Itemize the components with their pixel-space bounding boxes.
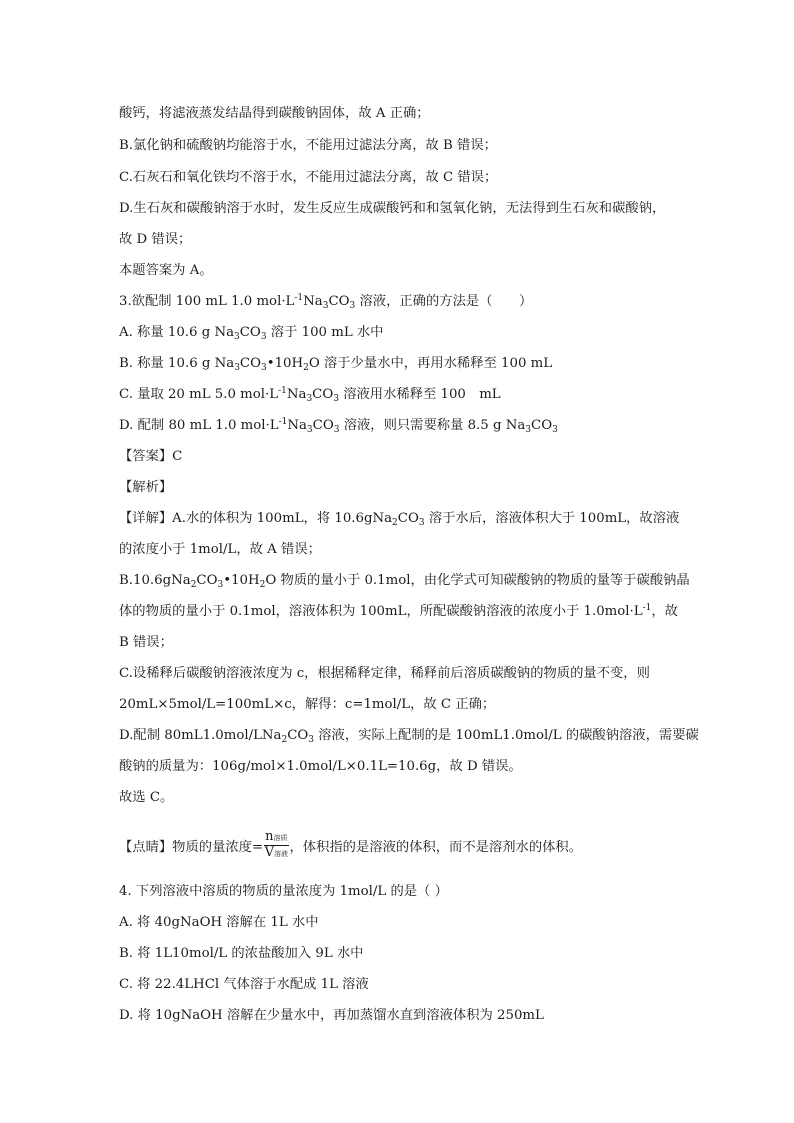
q3-choose: 故选 C。 xyxy=(119,790,174,805)
q2-line-c: C.石灰石和氧化铁均不溶于水，不能用过滤法分离，故 C 错误； xyxy=(119,170,498,185)
q3-detail-c-line1: C.设稀释后碳酸钠溶液浓度为 c，根据稀释定律，稀释前后溶质碳酸钠的物质的量不变，则 xyxy=(119,666,650,681)
q4-option-c: C. 将 22.4LHCl 气体溶于水配成 1L 溶液 xyxy=(119,977,369,992)
q3-option-d: D. 配制 80 mL 1.0 $mol\cdot L^{-1}Na_3CO_3$ 溶液，则只需要称量 8.5 g $Na_3CO_3$ xyxy=(119,417,558,435)
q3-option-a: A. 称量 10.6 g $Na_3CO_3$ 溶于 100 mL 水中 xyxy=(119,325,384,342)
q3-detail-b-line2: 体的物质的量小于 0.1mol，溶液体积为 100mL，所配碳酸钠溶液的浓度小于 $1.0mol\cdot L^{-1}$，故 xyxy=(119,603,678,619)
q3-stem: 3.欲配制 100 mL 1.0 $mol\cdot L^{-1}Na_3CO_3$ 溶液，正确的方法是（ ） xyxy=(119,293,533,311)
q3-detail-a-line1: 【详解】A.水的体积为 100mL，将 $10.6gNa_2CO_3$ 溶于水后，溶液体积大于 100mL，故溶液 xyxy=(119,511,680,528)
q3-option-b: B. 称量 10.6 g $Na_3CO_3•10H_2O$ 溶于少量水中，再用水稀释至 100 mL xyxy=(119,356,553,373)
q3-analysis-heading: 【解析】 xyxy=(119,480,173,495)
q4-option-b: B. 将 1L10mol/L 的浓盐酸加入 9L 水中 xyxy=(119,946,364,961)
q3-detail-b-line1: $B.10.6gNa_2CO_3•10H_2O$ 物质的量小于 0.1mol，由化学式可知碳酸钠的物质的量等于碳酸钠晶 xyxy=(119,573,690,590)
q3-answer: 【答案】C xyxy=(119,449,183,464)
q4-stem: 4. 下列溶液中溶质的物质的量浓度为 1mol/L 的是（ ） xyxy=(119,884,448,899)
q3-tip: 【点睛】物质的量浓度= $\frac{\text{n溶质}}{\text{V溶液}}$ ，体积指的是溶液的体积，而不是溶剂水的体积。 xyxy=(119,829,583,860)
q2-line-d2: 故 D 错误； xyxy=(119,232,192,247)
q2-line-a-cont: 酸钙，将滤液蒸发结晶得到碳酸钠固体，故 A 正确； xyxy=(119,106,430,121)
q3-option-c: C. 量取 20 mL 5.0 $mol\cdot L^{-1}Na_3CO_3$ 溶液用水稀释至 100 mL xyxy=(119,386,501,404)
q3-detail-a-line2: 的浓度小于 1mol/L，故 A 错误； xyxy=(119,542,321,557)
q3-detail-b-line3: B 错误； xyxy=(119,635,173,650)
q2-line-b: B.氯化钠和硫酸钠均能溶于水，不能用过滤法分离，故 B 错误； xyxy=(119,138,497,153)
q2-line-d1: D.生石灰和碳酸钠溶于水时，发生反应生成碳酸钙和和氢氧化钠，无法得到生石灰和碳酸钠， xyxy=(119,201,666,216)
q3-detail-d-line1: D.配制 $80mL1.0mol/LNa_2CO_3$ 溶液，实际上配制的是 100mL1.0mol/L 的碳酸钠溶液，需要碳 xyxy=(119,728,699,745)
q3-detail-c-line2: 20mL×5mol/L=100mL×c，解得：c=1mol/L，故 C 正确； xyxy=(119,697,496,712)
q3-detail-d-line2: 酸钠的质量为：106g/mol×1.0mol/L×0.1L=10.6g，故 D 错误。 xyxy=(119,759,522,774)
q4-option-d: D. 将 10gNaOH 溶解在少量水中，再加蒸馏水直到溶液体积为 250mL xyxy=(119,1008,544,1023)
concentration-fraction: $\frac{\text{n溶质}}{\text{V溶液}}$ xyxy=(264,829,288,860)
q4-option-a: A. 将 40gNaOH 溶解在 1L 水中 xyxy=(119,915,319,930)
q2-answer-note: 本题答案为 A。 xyxy=(119,263,213,278)
